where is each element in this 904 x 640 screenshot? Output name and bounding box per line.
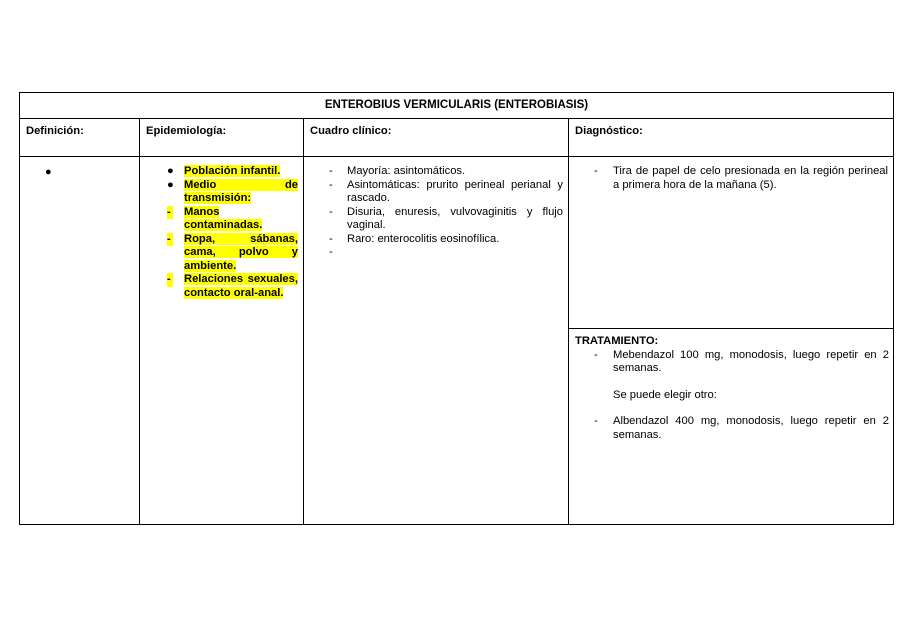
list-item-text: Tira de papel de celo presionada en la región perineal a primera hora de la mañana (5). [613,165,888,191]
header-epidemiologia: Epidemiología: [139,118,304,157]
cell-tratamiento [568,328,894,525]
diagnostico-list [591,165,888,192]
list-item [326,233,563,247]
dash-marker: - [329,232,333,245]
list-item [326,246,563,260]
dash-marker: - [594,165,598,177]
dash-marker: - [329,205,333,218]
list-item [326,179,563,206]
dash-marker: - [329,246,333,258]
list-item [591,415,889,442]
epidemiologia-list [164,165,298,300]
list-item [591,165,888,192]
dash-marker: - [329,178,333,191]
list-item-text: Mebendazol 100 mg, monodosis, luego repetir en 2 semanas. [613,348,889,374]
cell-diagnostico [568,156,894,329]
list-item [164,233,298,274]
table-title: ENTEROBIUS VERMICULARIS (ENTEROBIASIS) [19,92,894,119]
list-item-text: Manos contaminadas. [184,205,263,231]
dash-marker: - [167,205,171,218]
tratamiento-list [591,349,889,376]
list-item [164,273,298,300]
list-item [164,165,298,179]
list-item [326,165,563,179]
cell-definicion [19,156,140,525]
list-item [164,179,298,206]
list-item-text: Relaciones sexuales, contacto oral-anal. [184,273,298,299]
cell-cuadro-clinico [303,156,569,525]
tratamiento-list-2 [591,415,889,442]
list-item [326,206,563,233]
dash-marker: - [594,415,598,427]
dash-marker: - [167,273,171,285]
tratamiento-title: TRATAMIENTO: [575,335,659,347]
bullet-marker: ● [167,165,174,177]
list-item-text: Ropa, sábanas, cama, polvo y ambiente. [184,232,298,272]
list-item-text: Asintomáticas: prurito perineal perianal y rascado. [347,178,563,204]
list-item-text: Población infantil. [184,165,281,177]
header-definicion: Definición: [19,118,140,157]
cuadro-clinico-list [326,165,563,260]
dash-marker: - [167,232,171,245]
dash-marker: - [329,165,333,177]
list-item-text: Albendazol 400 mg, monodosis, luego repetir en 2 semanas. [613,415,889,441]
dash-marker: - [594,348,598,361]
list-item-text: Mayoría: asintomáticos. [347,165,466,177]
tratamiento-note: Se puede elegir otro: [613,388,717,401]
list-item [164,206,298,233]
list-item [591,349,889,376]
header-diagnostico: Diagnóstico: [568,118,894,157]
list-item-text: Disuria, enuresis, vulvovaginitis y flujo vaginal. [347,205,563,231]
list-item-text: Medio de transmisión: [184,178,298,204]
cell-epidemiologia [139,156,304,525]
bullet-marker: ● [45,166,52,178]
list-item-text: Raro: enterocolitis eosinofílica. [347,232,500,245]
bullet-marker: ● [167,178,174,191]
header-cuadro-clinico: Cuadro clínico: [303,118,569,157]
